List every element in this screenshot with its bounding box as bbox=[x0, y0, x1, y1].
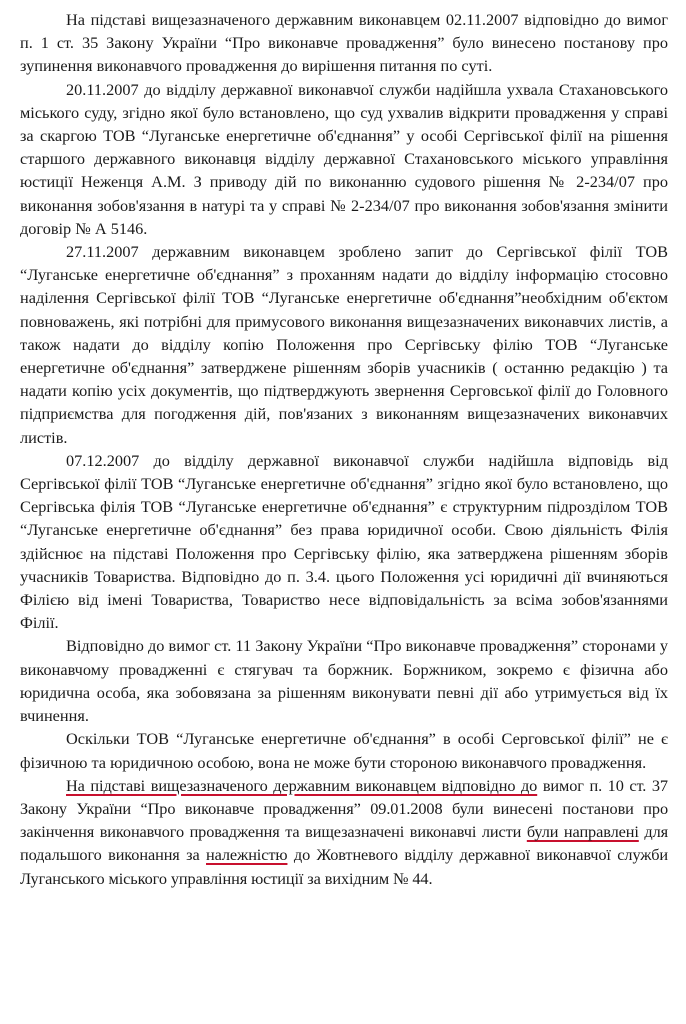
paragraph-court-ruling: 20.11.2007 до відділу державної виконавчої служби надійшла ухвала Стахановського міського суду, згідно якої було встановлено, що суд ухвалив відкрити провадження у справі за скаргою ТОВ “Луганське енергетичне об'єднання” у особі Сергівської філії на рішення старшого державного виконавця відділу державної Стахановського міського управління юстиції Неженця А.М. З приводу дій по виконанню судового рішення № 2-234/07 про виконання зобов'язання в натурі та у справі № 2-234/07 про виконання зобов'язання змінити договір № А 5146. bbox=[20, 79, 668, 238]
paragraph-conclusion bbox=[20, 774, 668, 890]
paragraph-law-parties: Відповідно до вимог ст. 11 Закону України “Про виконавче провадження” сторонами у виконавчому провадженні є стягувач та боржник. Боржником, зокремо є фізична або юридична особа, яка зобовязана за рішенням виконувати певні дії або утримується від їх вчинення. bbox=[20, 636, 668, 726]
paragraph-request: 27.11.2007 державним виконавцем зроблено запит до Сергівської філії ТОВ “Луганське енергетичне об'єднання” з проханням надати до відділу інформацію стосовно наділення Сергівської філії ТОВ “Луганське енергетичне об'єднання”необхідним об'єктом повноважень, які потрібні для примусового виконання вищезазначених виконавчих листів, а також надати до відділу копію Положення про Сергівську філію ТОВ “Луганське енергетичне об'єднання” затверджене рішенням зборів учасників ( останню редакцію ) та надати копію усіх документів, що підтверджують звернення Серговської філії до Головного підприємства для погодження дій, пов'язаних з виконанням вищезазначених виконавчих листів. bbox=[20, 242, 668, 447]
underlined-phrase-jurisdiction: належністю bbox=[206, 845, 288, 865]
paragraph-reply: 07.12.2007 до відділу державної виконавчої служби надійшла відповідь від Сергівської філії ТОВ “Луганське енергетичне об'єднання” згідно якої було встановлено, що Сергівська філія ТОВ “Луганське енергетичне об'єднання” є структурним підрозділом ТОВ “Луганське енергетичне об'єднання” без права юридичної особи. Свою діяльність Філія здійснює на підставі Положення про Сергівську філію, яка затверджена рішенням зборів учасників Товариства. Відповідно до п. 3.4. цього Положення усі юридичні дії вчиняються Філією від імені Товариства, Товариство несе відповідальність за всіма зобов'язаннями Філії. bbox=[20, 450, 668, 633]
conclusion-text-3: до Жовтневого відділу державної виконавчої служби Луганського міського управління юстиції за вихідним № 44. bbox=[20, 845, 668, 888]
conclusion-text-1: вимог п. 10 ст. 37 Закону України “Про виконавче провадження” 09.01.2008 були винесені постанови про закінчення виконавчого провадження та вищезазначені виконавчі листи bbox=[20, 775, 668, 842]
underlined-phrase-basis: На підставі вищезазначеного державним виконавцем відповідно до bbox=[66, 775, 538, 795]
conclusion-text-2: для подальшого виконання за bbox=[20, 822, 668, 865]
paragraph-suspension: На підставі вищезазначеного державним виконавцем 02.11.2007 відповідно до вимог п. 1 ст. 35 Закону України “Про виконавче провадження” було винесено постанову про зупинення виконавчого провадження до вирішення питання по суті. bbox=[20, 10, 668, 76]
underlined-phrase-sent: були направлені bbox=[526, 822, 639, 842]
paragraph-not-party: Оскільки ТОВ “Луганське енергетичне об'єднання” в особі Серговської філії” не є фізичною та юридичною особою, вона не може бути стороною виконавчого провадження. bbox=[20, 729, 668, 772]
